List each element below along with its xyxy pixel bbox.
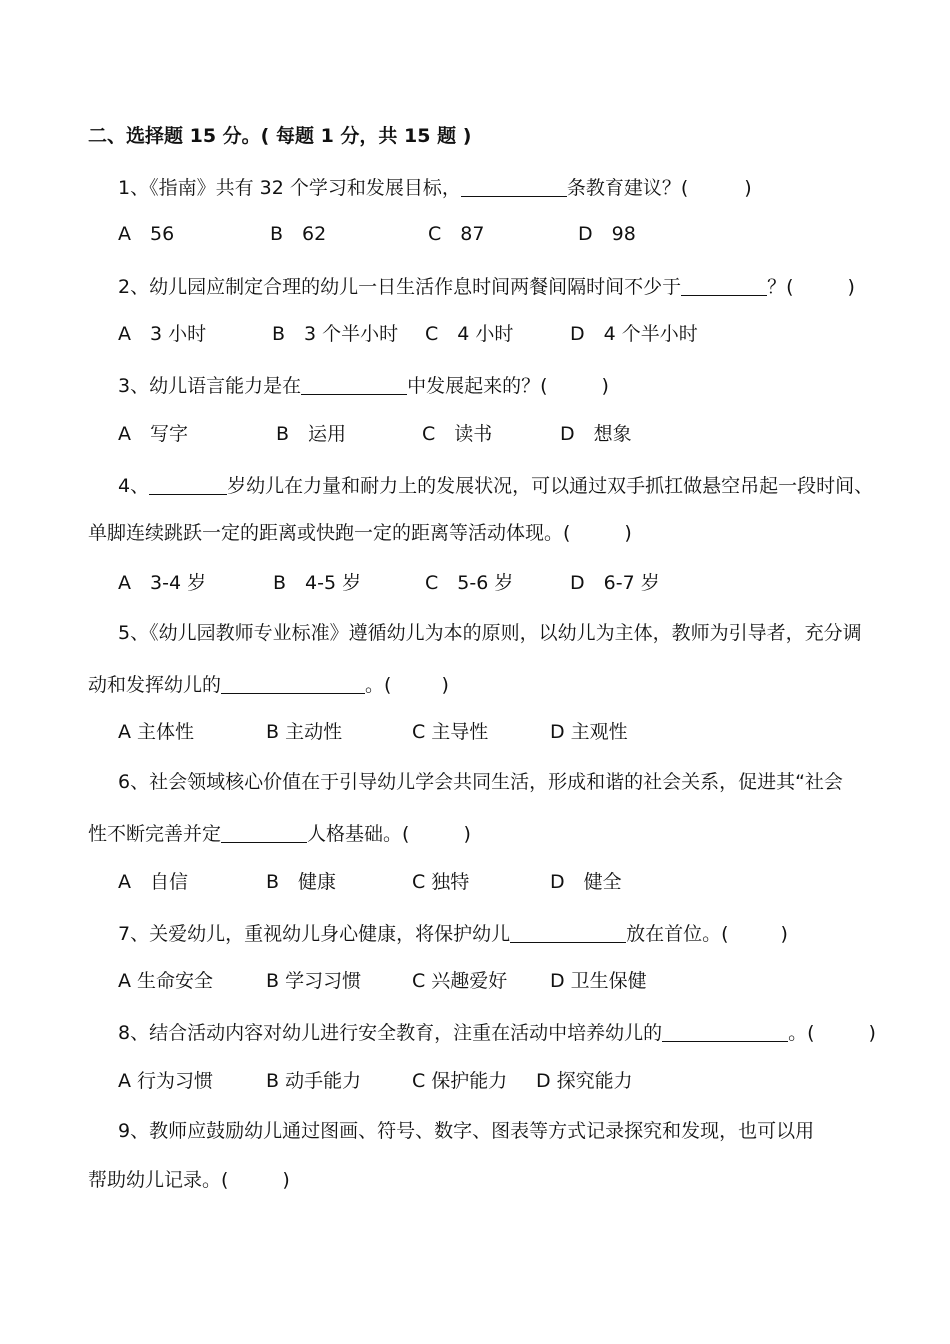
- answer-blank: [510, 920, 626, 943]
- question-3-option-c: C 读书: [422, 423, 493, 445]
- question-text: 帮助幼儿记录。(: [88, 1169, 229, 1191]
- question-4-option-b: B 4-5 岁: [273, 572, 362, 594]
- question-5-line-2: [88, 671, 449, 697]
- question-1-option-d: D 98: [578, 223, 636, 245]
- question-7-option-d: D 卫生保健: [550, 970, 647, 992]
- question-9-line-1: [118, 1119, 814, 1143]
- question-2-option-d: D 4 个半小时: [570, 323, 698, 345]
- question-text: ): [463, 823, 471, 845]
- question-8-option-b: B 动手能力: [266, 1070, 362, 1092]
- question-5-option-b: B 主动性: [266, 721, 343, 743]
- question-text: ): [868, 1022, 876, 1044]
- answer-blank: [149, 472, 227, 495]
- question-text: 7、关爱幼儿，重视幼儿身心健康，将保护幼儿: [118, 923, 511, 945]
- answer-blank: [301, 372, 407, 395]
- answer-blank: [221, 820, 307, 843]
- question-text: ？(: [767, 276, 794, 298]
- question-text: ): [441, 674, 449, 696]
- question-text: ): [780, 923, 788, 945]
- question-2-option-b: B 3 个半小时: [272, 323, 399, 345]
- question-3-option-b: B 运用: [276, 423, 347, 445]
- question-text: ): [624, 522, 632, 544]
- question-text: 。(: [365, 674, 392, 696]
- question-text: 岁幼儿在力量和耐力上的发展状况，可以通过双手抓扛做悬空吊起一段时间、: [227, 475, 874, 497]
- question-6-option-c: C 独特: [412, 871, 470, 893]
- question-5-option-d: D 主观性: [550, 721, 628, 743]
- question-4-option-d: D 6-7 岁: [570, 572, 660, 594]
- question-text: 人格基础。(: [307, 823, 410, 845]
- answer-blank: [662, 1019, 788, 1042]
- question-text: 6、社会领域核心价值在于引导幼儿学会共同生活，形成和谐的社会关系，促进其“社会: [118, 771, 843, 793]
- question-1-option-a: A 56: [118, 223, 175, 245]
- question-3-option-a: A 写字: [118, 423, 188, 445]
- question-3-line-1: [118, 372, 609, 398]
- question-1-option-c: C 87: [428, 223, 485, 245]
- question-7-option-b: B 学习习惯: [266, 970, 362, 992]
- question-text: 5、《幼儿园教师专业标准》遵循幼儿为本的原则，以幼儿为主体，教师为引导者，充分调: [118, 622, 862, 644]
- section-title: 二、选择题 15 分。( 每题 1 分，共 15 题 ): [88, 125, 472, 147]
- question-1-line-1: [118, 174, 752, 200]
- question-text: 性不断完善并定: [88, 823, 222, 845]
- question-9-line-2: [88, 1168, 290, 1192]
- question-7-option-c: C 兴趣爱好: [412, 970, 508, 992]
- question-text: 8、结合活动内容对幼儿进行安全教育，注重在活动中培养幼儿的: [118, 1022, 663, 1044]
- question-1-option-b: B 62: [270, 223, 327, 245]
- question-5-option-c: C 主导性: [412, 721, 489, 743]
- question-text: 1、《指南》共有 32 个学习和发展目标，: [118, 177, 461, 199]
- question-6-option-a: A 自信: [118, 871, 188, 893]
- question-text: 9、教师应鼓励幼儿通过图画、符号、数字、图表等方式记录探究和发现，也可以用: [118, 1120, 815, 1142]
- question-text: 放在首位。(: [626, 923, 729, 945]
- question-text: 4、: [118, 475, 150, 497]
- question-8-line-1: [118, 1019, 876, 1045]
- question-text: 中发展起来的？(: [407, 375, 548, 397]
- question-2-line-1: [118, 273, 855, 299]
- question-6-option-d: D 健全: [550, 871, 622, 893]
- question-5-option-a: A 主体性: [118, 721, 195, 743]
- question-text: 。(: [788, 1022, 815, 1044]
- question-text: ): [847, 276, 855, 298]
- question-4-option-c: C 5-6 岁: [425, 572, 514, 594]
- question-text: ): [601, 375, 609, 397]
- question-6-line-2: [88, 820, 471, 846]
- question-text: 单脚连续跳跃一定的距离或快跑一定的距离等活动体现。(: [88, 522, 571, 544]
- question-text: 动和发挥幼儿的: [88, 674, 222, 696]
- question-3-option-d: D 想象: [560, 423, 632, 445]
- question-4-line-2: [88, 521, 632, 545]
- question-text: 2、幼儿园应制定合理的幼儿一日生活作息时间两餐间隔时间不少于: [118, 276, 682, 298]
- question-text: 条教育建议？(: [566, 177, 689, 199]
- answer-blank: [221, 671, 365, 694]
- question-2-option-a: A 3 小时: [118, 323, 207, 345]
- question-8-option-a: A 行为习惯: [118, 1070, 214, 1092]
- question-2-option-c: C 4 小时: [425, 323, 514, 345]
- question-4-option-a: A 3-4 岁: [118, 572, 207, 594]
- question-7-option-a: A 生命安全: [118, 970, 214, 992]
- question-6-line-1: [118, 770, 843, 794]
- question-8-option-d: D 探究能力: [536, 1070, 633, 1092]
- answer-blank: [461, 174, 567, 197]
- question-5-line-1: [118, 621, 862, 645]
- question-7-line-1: [118, 920, 788, 946]
- question-text: ): [744, 177, 752, 199]
- question-8-option-c: C 保护能力: [412, 1070, 508, 1092]
- question-text: 3、幼儿语言能力是在: [118, 375, 302, 397]
- question-6-option-b: B 健康: [266, 871, 337, 893]
- answer-blank: [681, 273, 767, 296]
- question-4-line-1: [118, 472, 873, 498]
- question-text: ): [282, 1169, 290, 1191]
